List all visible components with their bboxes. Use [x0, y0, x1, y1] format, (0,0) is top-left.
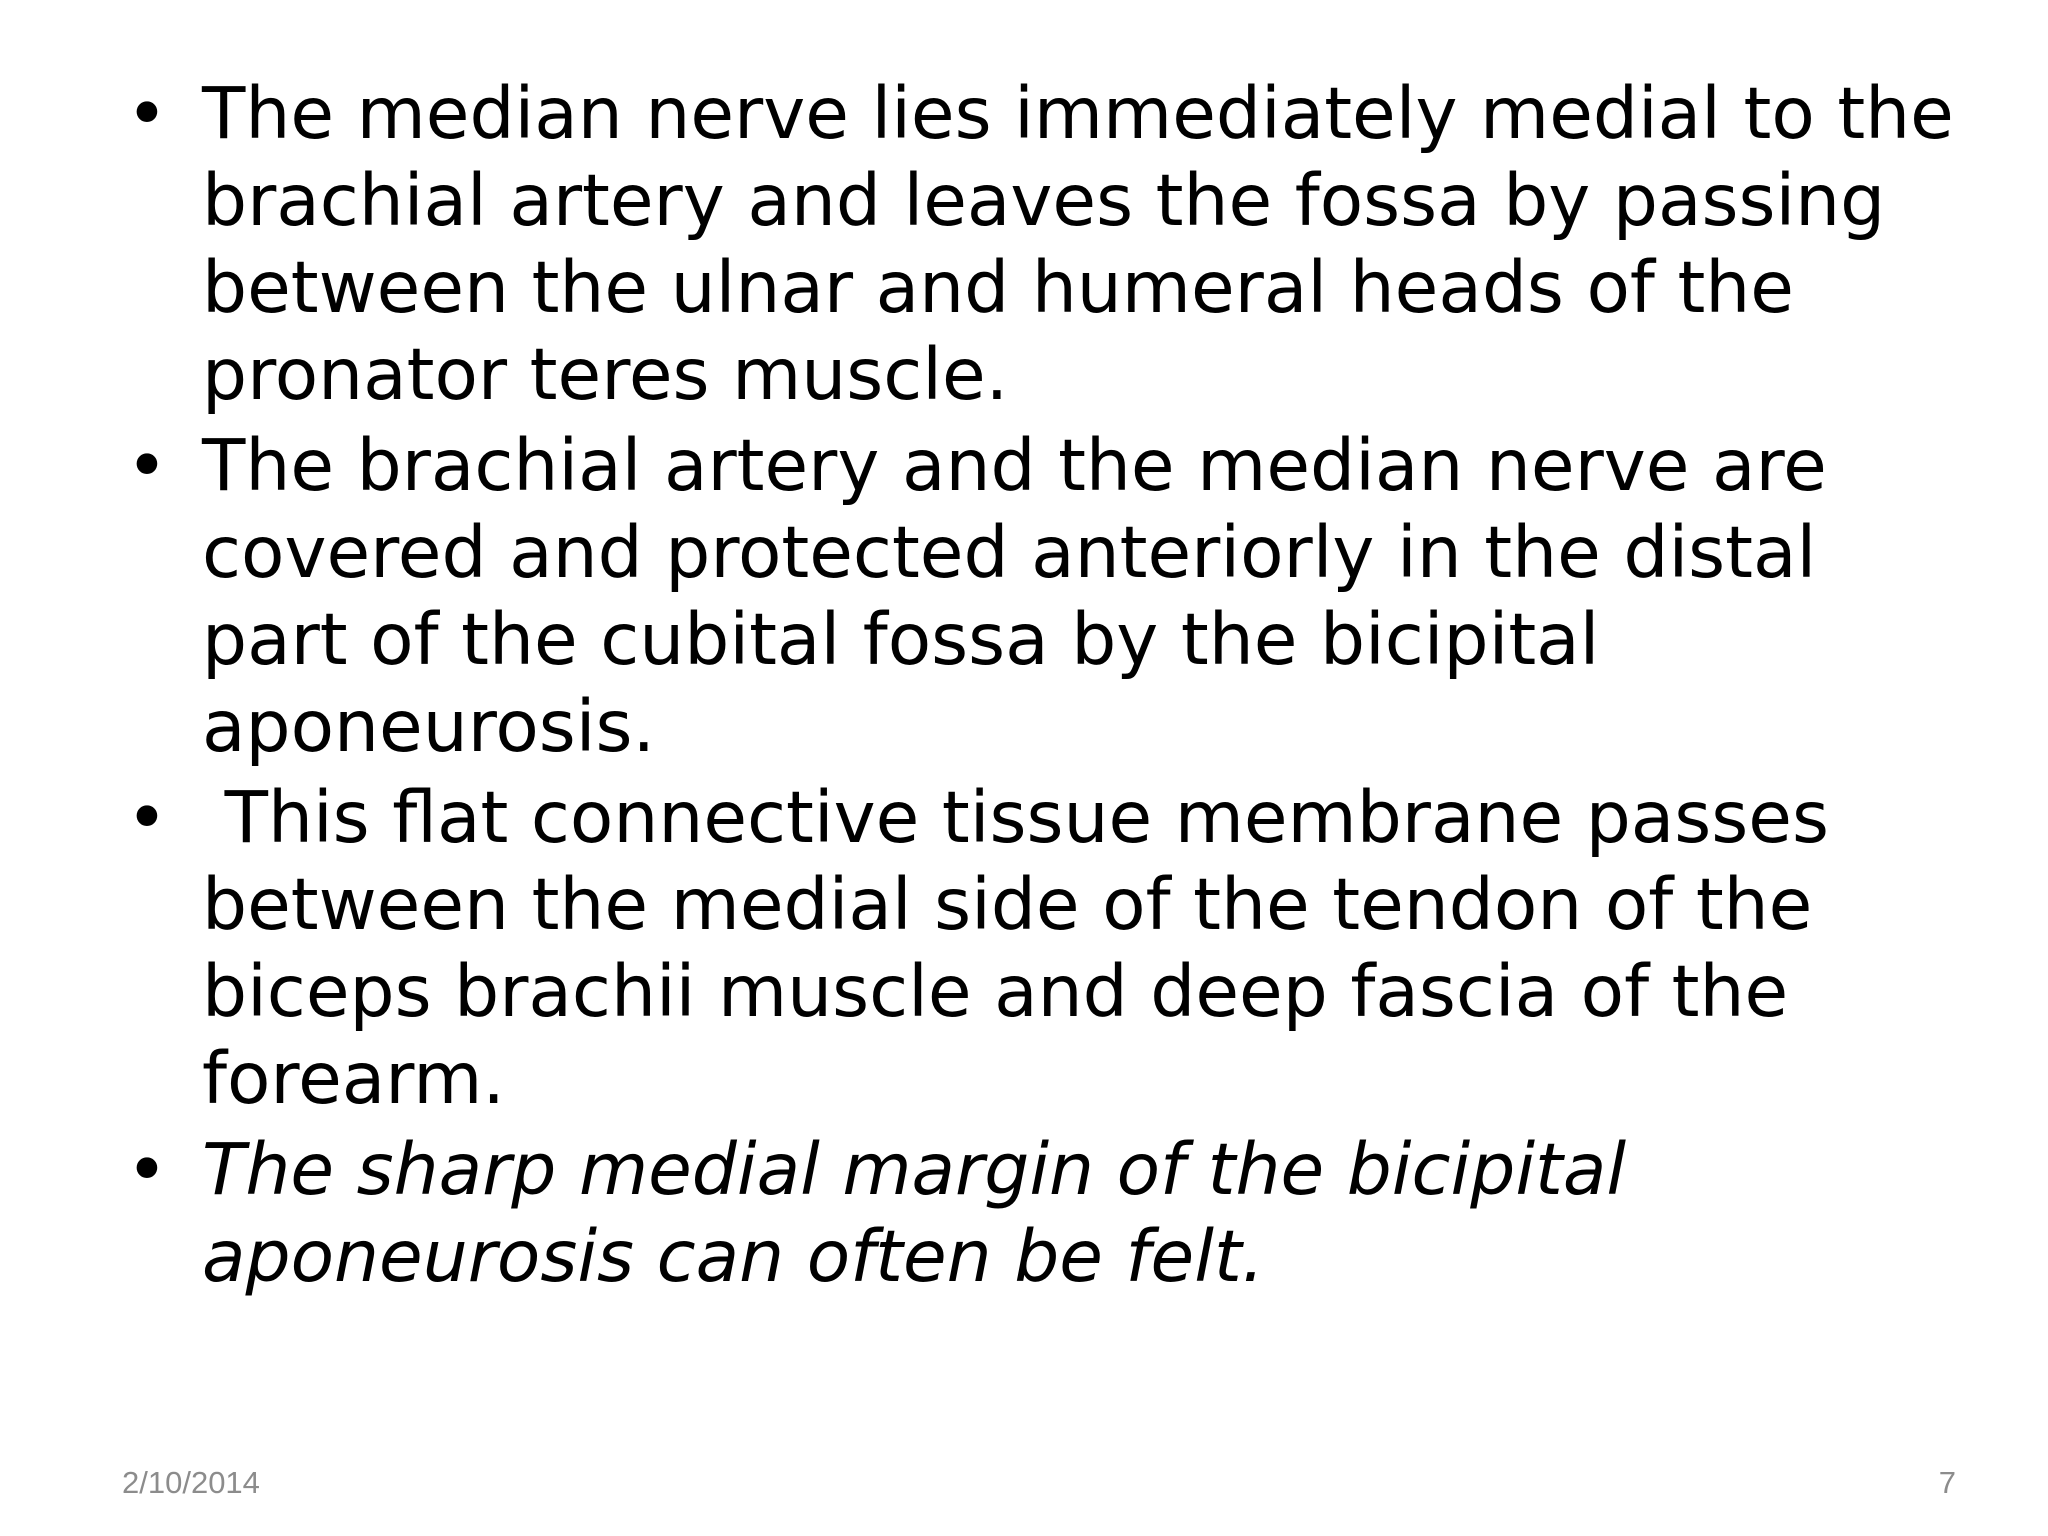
bullet-text: This flat connective tissue membrane passes between the medial side of the tendon of the biceps brachii muscle and deep fascia of the forearm.	[202, 776, 1852, 1120]
page-number: 7	[1938, 1465, 1956, 1500]
footer-date: 2/10/2014	[122, 1465, 260, 1500]
bullet-icon: •	[126, 72, 168, 155]
bullet-item	[118, 774, 1978, 1122]
bullet-text: The median nerve lies immediately medial to the brachial artery and leaves the fossa by passing between the ulnar and humeral heads of the pronator teres muscle.	[202, 72, 1954, 416]
bullet-icon: •	[126, 1128, 168, 1211]
bullet-icon: •	[126, 776, 168, 859]
bullet-text: The sharp medial margin of the bicipital aponeurosis can often be felt.	[202, 1128, 1627, 1298]
bullet-item	[118, 1126, 1978, 1300]
bullet-item	[118, 70, 1978, 418]
bullet-icon: •	[126, 424, 168, 507]
bullet-list	[118, 70, 1978, 1304]
bullet-item	[118, 422, 1978, 770]
bullet-text: The brachial artery and the median nerve are covered and protected anteriorly in the distal part of the cubital fossa by the bicipital aponeurosis.	[202, 424, 1827, 768]
